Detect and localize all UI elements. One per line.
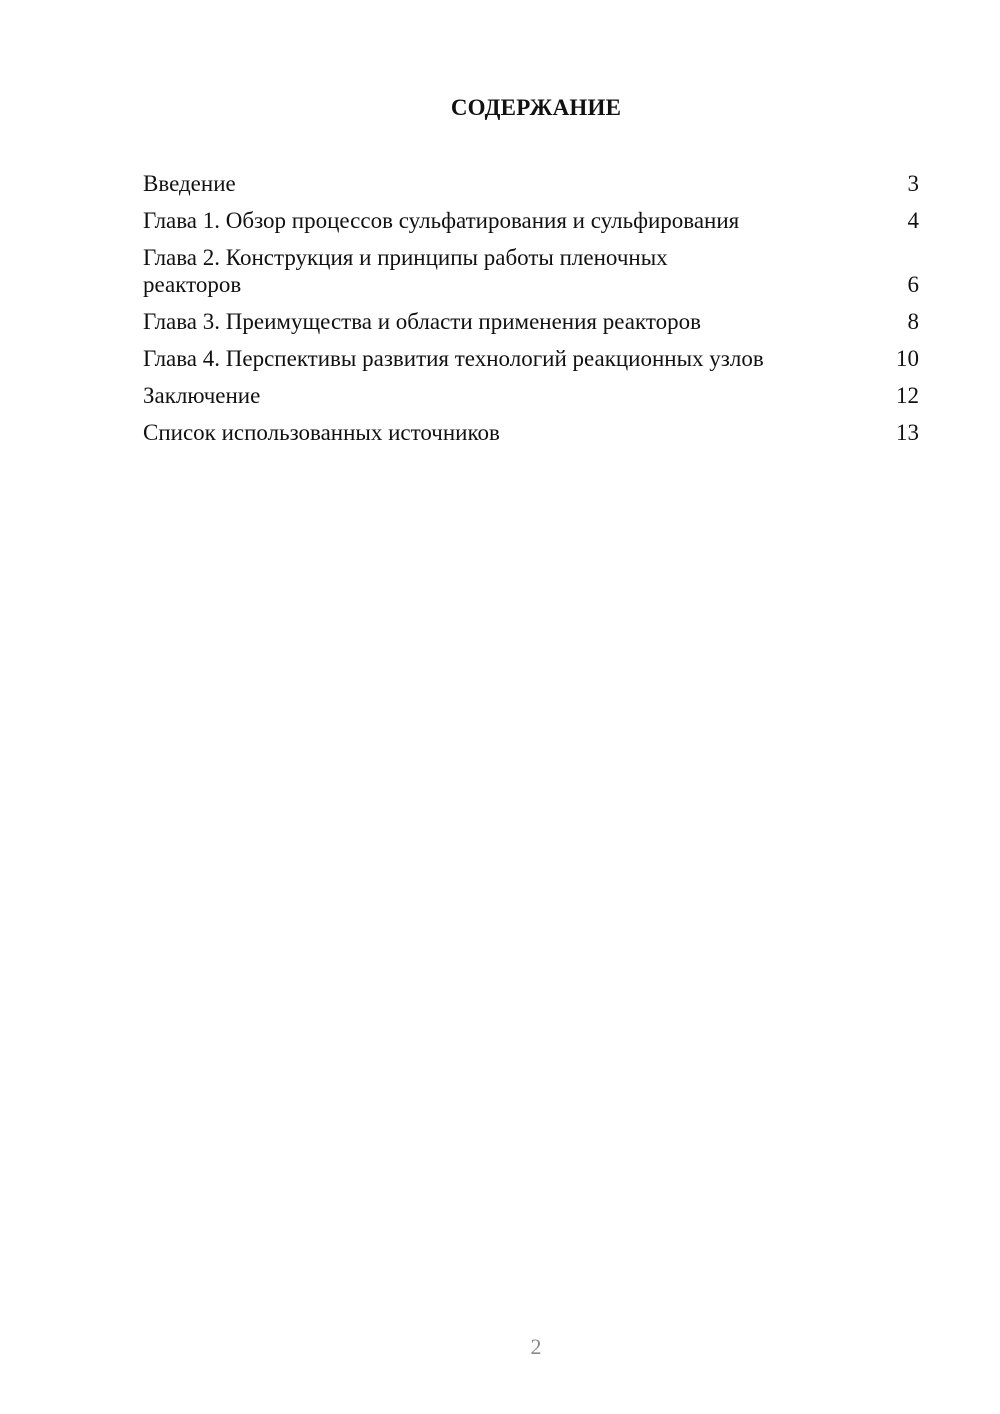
toc-item-chapter-4[interactable] [143,345,919,372]
toc-item-page: 4 [907,208,919,233]
toc-item-page: 12 [896,383,919,408]
toc-item-chapter-3[interactable] [143,308,919,335]
page-title: СОДЕРЖАНИЕ [450,95,622,120]
toc-item-conclusion[interactable] [143,382,919,409]
toc-item-references[interactable] [143,419,919,446]
toc-item-title: Глава 3. Преимущества и области применения реакторов [143,309,701,334]
toc-item-title: Глава 4. Перспективы развития технологий реакционных узлов [143,346,764,371]
table-of-contents [143,170,919,456]
toc-item-title: Глава 2. Конструкция и принципы работы пленочных реакторов [143,245,668,297]
toc-item-page: 13 [896,420,919,445]
toc-item-chapter-1[interactable] [143,207,919,234]
toc-item-chapter-2[interactable] [143,244,919,298]
toc-item-title: Заключение [143,383,261,408]
toc-item-page: 6 [907,272,919,297]
toc-item-title: Глава 1. Обзор процессов сульфатирования и сульфирования [143,208,740,233]
toc-item-page: 10 [896,346,919,371]
toc-item-introduction[interactable] [143,170,919,197]
toc-item-page: 8 [907,309,919,334]
toc-item-title: Список использованных источников [143,420,500,445]
toc-item-title: Введение [143,171,236,196]
page-number: 2 [530,1334,542,1359]
toc-item-page: 3 [907,171,919,196]
